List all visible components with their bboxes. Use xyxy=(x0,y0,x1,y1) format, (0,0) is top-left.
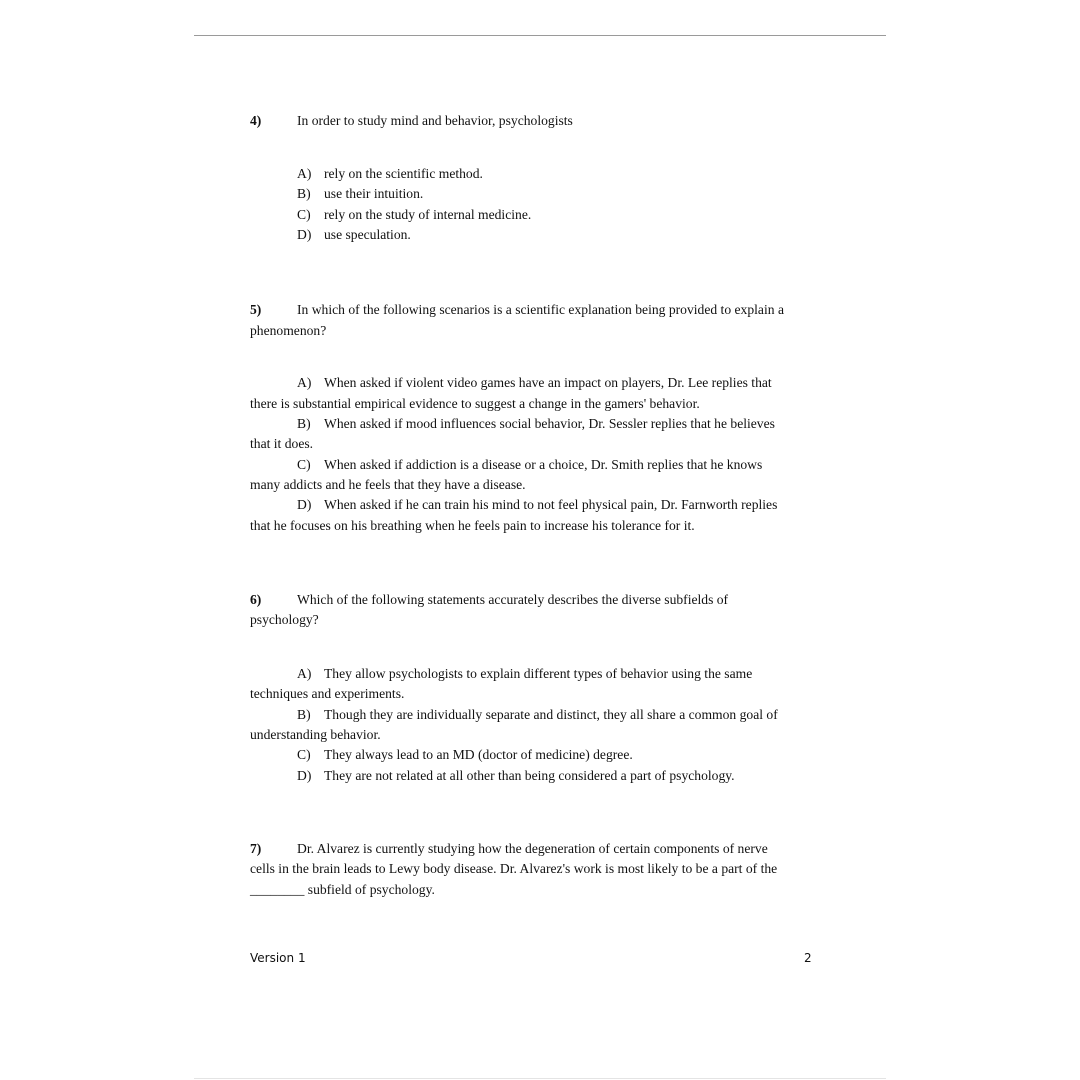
option-text-line: When asked if mood influences social behavior, Dr. Sessler replies that he believes xyxy=(324,416,775,431)
option-text-line: They are not related at all other than being considered a part of psychology. xyxy=(324,768,735,783)
option-letter: A) xyxy=(297,666,312,681)
header-rule xyxy=(194,35,886,36)
option-text-line: use their intuition. xyxy=(324,186,424,201)
option-letter: C) xyxy=(297,457,311,472)
question-stem-line: Which of the following statements accurately describes the diverse subfields of xyxy=(297,592,729,607)
option-letter: C) xyxy=(297,207,311,222)
option-letter: D) xyxy=(297,227,312,242)
option-text-line: understanding behavior. xyxy=(250,727,381,742)
option-text-line: that it does. xyxy=(250,436,314,451)
footer-version: Version 1 xyxy=(250,951,306,965)
question-stem-line: In which of the following scenarios is a scientific explanation being provided to explain a xyxy=(297,302,784,317)
question-stem-line: phenomenon? xyxy=(250,323,327,338)
option-letter: B) xyxy=(297,186,311,201)
option-text-line: many addicts and he feels that they have a disease. xyxy=(250,477,526,492)
option-letter: D) xyxy=(297,497,312,512)
question-stem-line: In order to study mind and behavior, psychologists xyxy=(297,113,573,128)
question-number: 5) xyxy=(250,302,262,317)
option-text-line: techniques and experiments. xyxy=(250,686,405,701)
option-letter: C) xyxy=(297,747,311,762)
option-text-line: When asked if addiction is a disease or a choice, Dr. Smith replies that he knows xyxy=(324,457,763,472)
option-letter: D) xyxy=(297,768,312,783)
question-stem-line: ________ subfield of psychology. xyxy=(250,882,435,897)
option-text-line: They allow psychologists to explain different types of behavior using the same xyxy=(324,666,753,681)
question-stem-line: cells in the brain leads to Lewy body disease. Dr. Alvarez's work is most likely to be a part of the xyxy=(250,861,778,876)
question-number: 6) xyxy=(250,592,262,607)
option-text-line: When asked if violent video games have an impact on players, Dr. Lee replies that xyxy=(324,375,772,390)
option-letter: A) xyxy=(297,166,312,181)
page-bottom-edge xyxy=(194,1078,886,1079)
option-text-line: They always lead to an MD (doctor of medicine) degree. xyxy=(324,747,633,762)
option-letter: B) xyxy=(297,416,311,431)
option-text-line: rely on the scientific method. xyxy=(324,166,483,181)
option-text-line: use speculation. xyxy=(324,227,411,242)
option-text-line: that he focuses on his breathing when he feels pain to increase his tolerance for it. xyxy=(250,518,695,533)
question-number: 4) xyxy=(250,113,262,128)
question-stem-line: Dr. Alvarez is currently studying how the degeneration of certain components of nerve xyxy=(297,841,768,856)
option-letter: A) xyxy=(297,375,312,390)
option-text-line: rely on the study of internal medicine. xyxy=(324,207,532,222)
option-text-line: When asked if he can train his mind to not feel physical pain, Dr. Farnworth replies xyxy=(324,497,778,512)
option-letter: B) xyxy=(297,707,311,722)
option-text-line: there is substantial empirical evidence to suggest a change in the gamers' behavior. xyxy=(250,396,700,411)
question-stem-line: psychology? xyxy=(250,612,319,627)
footer-page-number: 2 xyxy=(804,951,812,965)
option-text-line: Though they are individually separate and distinct, they all share a common goal of xyxy=(324,707,778,722)
question-number: 7) xyxy=(250,841,262,856)
